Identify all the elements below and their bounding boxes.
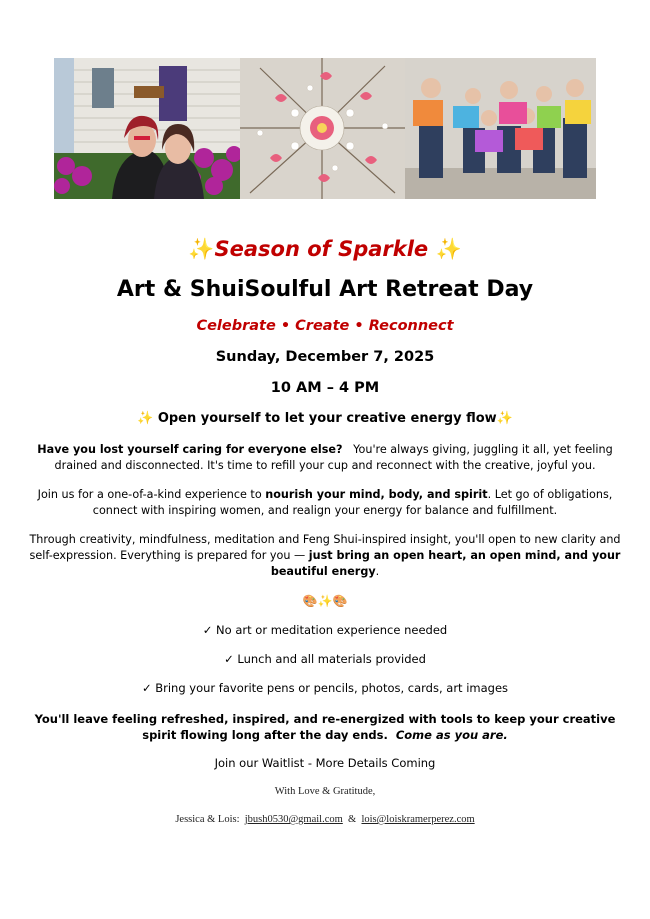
photo-mandala-art — [240, 58, 405, 199]
come-as-you-are: Come as you are. — [395, 728, 508, 742]
tagline: Celebrate • Create • Reconnect — [196, 318, 454, 334]
intro-question: Have you lost yourself caring for everyone else? — [37, 443, 343, 456]
sparkles-icon: ✨ — [496, 411, 513, 426]
through-text-start: Through creativity, mindfulness, meditation and Feng Shui-inspired insight, you'll open to new clarity and self-expression. Everything is prepared for you — — [29, 533, 621, 562]
through-text-end: . — [375, 565, 380, 578]
photo-strip — [54, 58, 596, 199]
sparkles-icon: ✨ — [188, 237, 215, 261]
checklist-item — [30, 623, 620, 637]
closing-statement — [30, 711, 620, 743]
event-title: Art & ShuiSoulful Art Retreat Day — [116, 277, 534, 302]
gratitude-text: With Love & Gratitude, — [274, 786, 376, 797]
join-text-end: . Let go of obligations, connect with inspiring women, and realign your energy for balance and fulfillment. — [92, 488, 613, 517]
waitlist-text: Join our Waitlist - More Details Coming — [214, 756, 436, 770]
photo-women-porch — [54, 58, 240, 199]
email-link-jessica[interactable]: jbush0530@gmail.com — [244, 814, 343, 825]
email-link-lois[interactable]: lois@loiskramerperez.com — [361, 814, 475, 825]
sparkles-icon: ✨ — [435, 237, 462, 261]
contact-separator: & — [348, 814, 357, 825]
intro-text: You're always giving, juggling it all, yet feeling drained and disconnected. It's time to refill your cup and reconnect with the creative, joyful you. — [54, 443, 613, 472]
paragraph-intro — [26, 442, 624, 474]
check-icon: ✓ — [141, 681, 152, 695]
checklist-text: Bring your favorite pens or pencils, photos, cards, art images — [155, 681, 509, 695]
leave-text: You'll leave feeling refreshed, inspired, and re-energized with tools to keep your creative spirit flowing long after the day ends. — [34, 712, 616, 742]
check-icon: ✓ — [202, 623, 213, 637]
checklist-item — [30, 681, 620, 695]
sparkles-icon: ✨ — [137, 411, 154, 426]
signers: Jessica & Lois: — [175, 814, 240, 825]
through-text-bold: just bring an open heart, an open mind, and your beautiful energy — [270, 549, 621, 578]
event-time: 10 AM – 4 PM — [270, 380, 380, 396]
invitation-heading — [30, 411, 620, 426]
join-text-start: Join us for a one-of-a-kind experience to — [37, 488, 262, 501]
checklist-text: Lunch and all materials provided — [237, 652, 426, 666]
checklist-text: No art or meditation experience needed — [216, 623, 448, 637]
palette-icon: 🎨 — [332, 594, 348, 608]
paragraph-join — [30, 487, 620, 519]
palette-icon: 🎨 — [302, 594, 318, 608]
season-heading — [30, 237, 620, 262]
invitation-text: Open yourself to let your creative energy flow — [157, 411, 497, 426]
emoji-divider — [30, 594, 620, 608]
contact-line — [30, 814, 620, 825]
event-date: Sunday, December 7, 2025 — [215, 349, 435, 365]
paragraph-through — [26, 532, 624, 580]
season-title: Season of Sparkle — [214, 237, 429, 261]
photo-group-paintings — [405, 58, 596, 199]
check-icon: ✓ — [224, 652, 234, 666]
join-text-bold: nourish your mind, body, and spirit — [265, 488, 488, 501]
checklist-item — [30, 652, 620, 666]
sparkles-icon: ✨ — [317, 594, 333, 608]
